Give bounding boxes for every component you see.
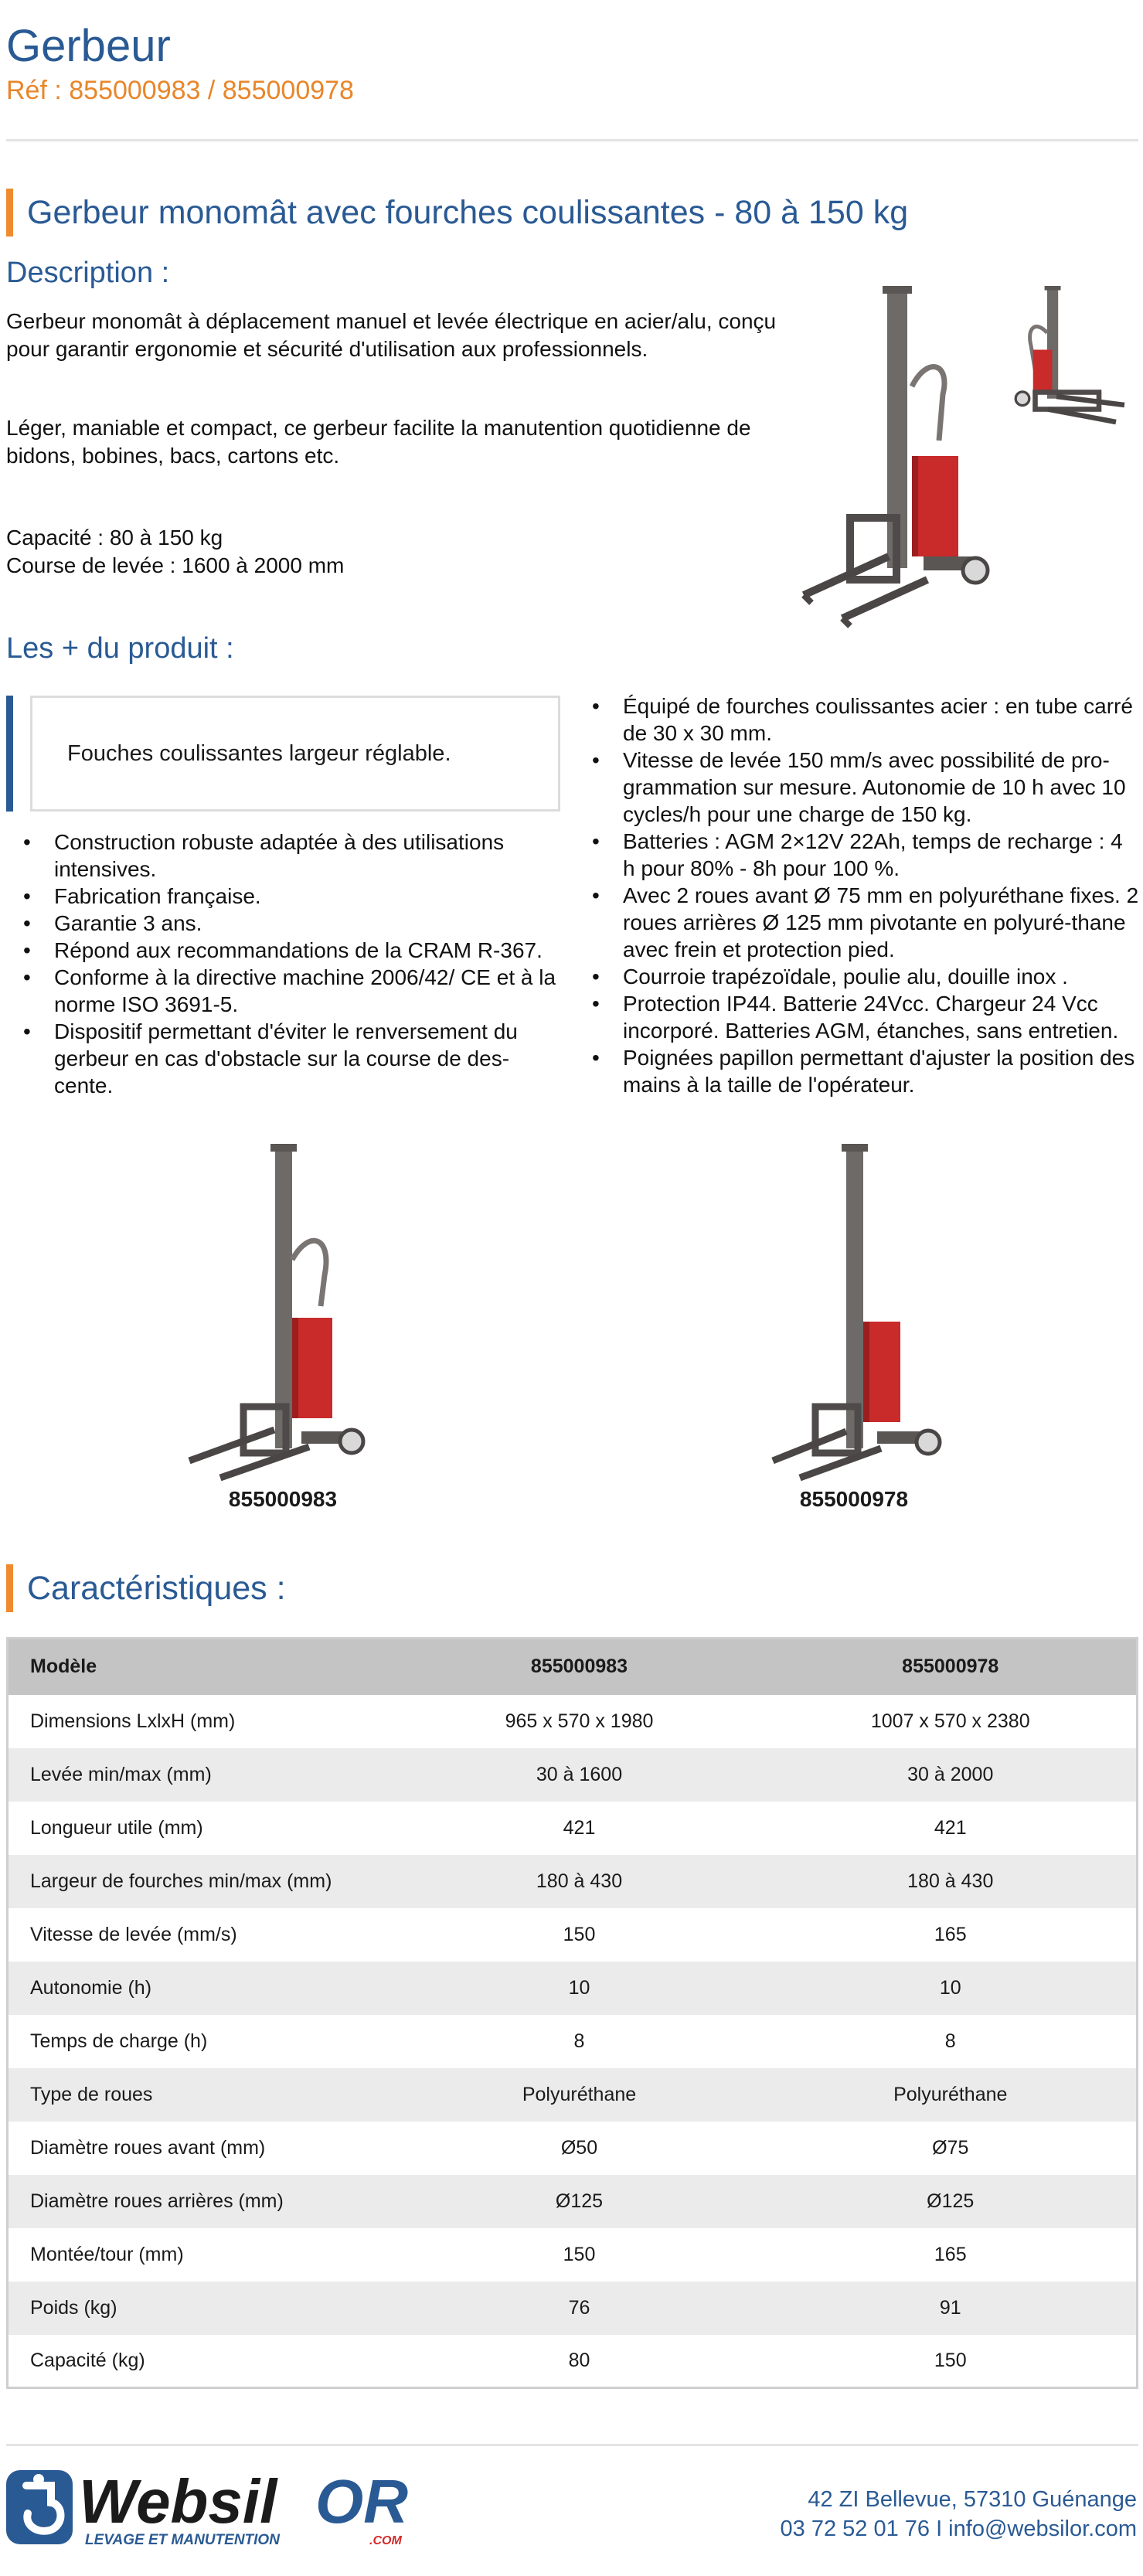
table-row	[8, 2175, 1138, 2228]
table-cell: Diamètre roues arrières (mm)	[8, 2175, 394, 2228]
stacker-model-a-illustration	[178, 1144, 379, 1484]
model-caption-2: 855000978	[799, 1487, 909, 1511]
table-cell: 30 à 2000	[765, 1748, 1138, 1802]
websilor-logo	[5, 2464, 422, 2550]
table-header-cell: 855000978	[765, 1638, 1138, 1695]
feature-item: • Garantie 3 ans.	[6, 910, 564, 937]
table-cell: 421	[765, 1802, 1138, 1855]
table-cell: 165	[765, 2228, 1138, 2282]
table-cell: Ø50	[394, 2122, 765, 2175]
header-divider	[6, 139, 1138, 141]
feature-item: • Avec 2 roues avant Ø 75 mm en polyuréthane fixes. 2 roues arrières Ø 125 mm pivotante en polyuré-thane avec frein et protection pied.	[575, 882, 1139, 963]
table-cell: 8	[394, 2015, 765, 2068]
table-cell: Type de roues	[8, 2068, 394, 2122]
table-cell: Ø125	[394, 2175, 765, 2228]
footer-address: 42 ZI Bellevue, 57310 Guénange	[808, 2487, 1137, 2512]
table-cell: Levée min/max (mm)	[8, 1748, 394, 1802]
left-feature-list	[6, 829, 564, 1099]
table-cell: Ø75	[765, 2122, 1138, 2175]
table-cell: Polyuréthane	[765, 2068, 1138, 2122]
table-row	[8, 2335, 1138, 2388]
table-cell: Vitesse de levée (mm/s)	[8, 1908, 394, 1962]
specs-heading-text: Caractéristiques :	[27, 1569, 286, 1607]
table-header-cell: 855000983	[394, 1638, 765, 1695]
product-hero-image	[796, 286, 1140, 641]
feature-item: • Construction robuste adaptée à des utilisations intensives.	[6, 829, 564, 883]
feature-item: • Poignées papillon permettant d'ajuster la position des mains à la taille de l'opérateur.	[575, 1044, 1139, 1098]
page-header	[6, 22, 1134, 106]
model-image-855000978	[769, 1144, 954, 1484]
table-cell: 80	[394, 2335, 765, 2388]
table-cell: Longueur utile (mm)	[8, 1802, 394, 1855]
table-cell: 165	[765, 1908, 1138, 1962]
table-cell: 10	[394, 1962, 765, 2015]
feature-item: • Équipé de fourches coulissantes acier : en tube carré de 30 x 30 mm.	[575, 692, 1139, 747]
description-label: Description :	[6, 257, 170, 289]
feature-item: • Répond aux recommandations de la CRAM R-367.	[6, 937, 564, 964]
table-cell: Diamètre roues avant (mm)	[8, 2122, 394, 2175]
table-cell: Temps de charge (h)	[8, 2015, 394, 2068]
feature-item: • Dispositif permettant d'éviter le renversement du gerbeur en cas d'obstacle sur la course de des-cente.	[6, 1018, 564, 1099]
table-cell: 421	[394, 1802, 765, 1855]
logo-com: .COM	[369, 2534, 402, 2547]
feature-item: • Batteries : AGM 2×12V 22Ah, temps de recharge : 4 h pour 80% - 8h pour 100 %.	[575, 828, 1139, 882]
table-header-cell: Modèle	[8, 1638, 394, 1695]
small-stacker-drawing	[1015, 286, 1124, 422]
highlight-box	[6, 696, 552, 812]
product-heading	[6, 189, 908, 237]
specs-table	[6, 1637, 1138, 2389]
stacker-model-b-illustration	[769, 1144, 954, 1484]
hook-icon	[6, 2470, 73, 2544]
feature-item: • Protection IP44. Batterie 24Vcc. Chargeur 24 Vcc incorporé. Batteries AGM, étanches, sans entretien.	[575, 990, 1139, 1044]
table-cell: 91	[765, 2282, 1138, 2335]
large-stacker-drawing	[804, 286, 988, 626]
model-caption-1: 855000983	[228, 1487, 338, 1511]
footer-phone-email: 03 72 52 01 76 I info@websilor.com	[780, 2516, 1137, 2541]
model-image-855000983	[178, 1144, 379, 1484]
table-cell: Capacité (kg)	[8, 2335, 394, 2388]
table-row	[8, 1802, 1138, 1855]
table-cell: 150	[765, 2335, 1138, 2388]
footer-contact	[781, 2485, 1138, 2544]
table-row	[8, 2228, 1138, 2282]
capacity-line: Capacité : 80 à 150 kg	[6, 526, 223, 550]
logo-wordmark-or: OR	[315, 2467, 408, 2536]
table-row	[8, 1962, 1138, 2015]
specs-heading	[6, 1564, 286, 1612]
feature-item: • Courroie trapézoïdale, poulie alu, douille inox .	[575, 963, 1139, 990]
feature-item: • Vitesse de levée 150 mm/s avec possibilité de pro-grammation sur mesure. Autonomie de 10 h avec 10 cycles/h pour une charge de 150 kg.	[575, 747, 1139, 828]
table-cell: 965 x 570 x 1980	[394, 1695, 765, 1748]
websilor-logo-mark	[5, 2464, 422, 2550]
product-plus-label: Les + du produit :	[6, 632, 234, 665]
table-cell: Poids (kg)	[8, 2282, 394, 2335]
table-cell: 8	[765, 2015, 1138, 2068]
table-row	[8, 1855, 1138, 1908]
table-cell: Ø125	[765, 2175, 1138, 2228]
feature-item: • Fabrication française.	[6, 883, 564, 910]
product-reference: Réf : 855000983 / 855000978	[6, 75, 354, 105]
table-row	[8, 2015, 1138, 2068]
table-cell: Autonomie (h)	[8, 1962, 394, 2015]
description-paragraph-2: Léger, maniable et compact, ce gerbeur facilite la manutention quotidienne de bidons, bobines, bacs, cartons etc.	[6, 416, 751, 468]
table-row	[8, 2122, 1138, 2175]
table-cell: Montée/tour (mm)	[8, 2228, 394, 2282]
highlight-text: Fouches coulissantes largeur réglable.	[30, 696, 560, 812]
logo-tagline: LEVAGE ET MANUTENTION	[85, 2532, 280, 2548]
table-cell: Dimensions LxlxH (mm)	[8, 1695, 394, 1748]
feature-item: • Conforme à la directive machine 2006/42/ CE et à la norme ISO 3691-5.	[6, 964, 564, 1018]
table-cell: Polyuréthane	[394, 2068, 765, 2122]
table-row	[8, 1748, 1138, 1802]
product-heading-text: Gerbeur monomât avec fourches coulissantes - 80 à 150 kg	[27, 193, 909, 231]
stacker-pair-illustration	[796, 286, 1140, 641]
table-row	[8, 2068, 1138, 2122]
table-cell: 10	[765, 1962, 1138, 2015]
right-feature-list	[575, 692, 1139, 1098]
table-row	[8, 2282, 1138, 2335]
table-cell: 180 à 430	[394, 1855, 765, 1908]
table-cell: 150	[394, 1908, 765, 1962]
lift-course-line: Course de levée : 1600 à 2000 mm	[6, 553, 345, 577]
page-title: Gerbeur	[6, 21, 171, 71]
table-cell: 150	[394, 2228, 765, 2282]
table-cell: 180 à 430	[765, 1855, 1138, 1908]
table-header-row	[8, 1638, 1138, 1695]
footer-divider	[6, 2444, 1138, 2446]
table-cell: 30 à 1600	[394, 1748, 765, 1802]
description-paragraph-1: Gerbeur monomât à déplacement manuel et levée électrique en acier/alu, conçu pour garantir ergonomie et sécurité d'utilisation aux professionnels.	[6, 309, 777, 361]
table-row	[8, 1695, 1138, 1748]
logo-wordmark-web: Websil	[79, 2467, 277, 2536]
table-row	[8, 1908, 1138, 1962]
table-cell: 1007 x 570 x 2380	[765, 1695, 1138, 1748]
table-cell: Largeur de fourches min/max (mm)	[8, 1855, 394, 1908]
table-cell: 76	[394, 2282, 765, 2335]
